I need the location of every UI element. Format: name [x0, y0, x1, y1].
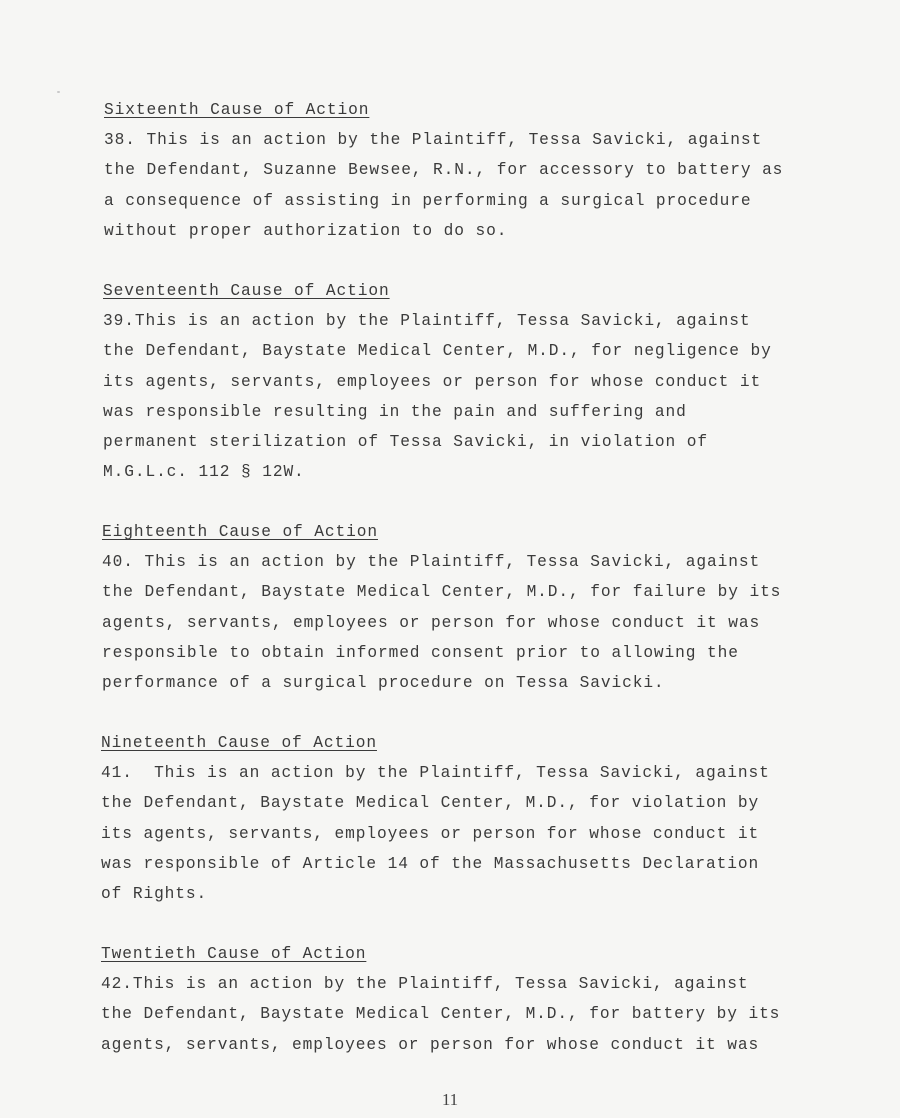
paragraph-line: a consequence of assisting in performing a surgical procedure — [104, 191, 752, 210]
section-paragraph — [101, 969, 801, 1060]
section-heading: Sixteenth Cause of Action — [104, 101, 370, 119]
paragraph-line: agents, servants, employees or person for whose conduct it was — [102, 613, 761, 632]
paragraph-line: 40. This is an action by the Plaintiff, Tessa Savicki, against — [102, 553, 761, 572]
paragraph-line: the Defendant, Baystate Medical Center, M.D., for violation by — [101, 794, 760, 813]
paragraph-line: M.G.L.c. 112 § 12W. — [103, 463, 305, 482]
section-heading: Eighteenth Cause of Action — [102, 523, 378, 541]
scan-speck — [57, 91, 60, 93]
section-eighteenth-cause — [102, 517, 802, 698]
section-twentieth-cause — [101, 939, 801, 1060]
paragraph-line: the Defendant, Baystate Medical Center, M.D., for battery by its — [101, 1005, 781, 1024]
section-heading: Twentieth Cause of Action — [101, 945, 367, 963]
section-nineteenth-cause — [101, 728, 801, 909]
paragraph-line: performance of a surgical procedure on Tessa Savicki. — [102, 674, 665, 693]
section-paragraph — [103, 306, 803, 487]
paragraph-line: its agents, servants, employees or person for whose conduct it — [103, 372, 762, 391]
paragraph-line: agents, servants, employees or person for whose conduct it was — [101, 1035, 760, 1054]
paragraph-line: the Defendant, Baystate Medical Center, M.D., for negligence by — [103, 342, 772, 361]
section-paragraph — [102, 547, 802, 698]
paragraph-line: responsible to obtain informed consent prior to allowing the — [102, 643, 739, 662]
paragraph-line: without proper authorization to do so. — [104, 221, 508, 240]
section-sixteenth-cause — [104, 95, 804, 246]
paragraph-line: the Defendant, Baystate Medical Center, M.D., for failure by its — [102, 583, 782, 602]
section-paragraph — [101, 758, 801, 909]
section-seventeenth-cause — [103, 276, 803, 487]
paragraph-line: permanent sterilization of Tessa Savicki, in violation of — [103, 433, 709, 452]
paragraph-line: 42.This is an action by the Plaintiff, Tessa Savicki, against — [101, 975, 749, 994]
paragraph-line: of Rights. — [101, 885, 208, 904]
paragraph-line: 41. This is an action by the Plaintiff, Tessa Savicki, against — [101, 764, 770, 783]
paragraph-line: was responsible of Article 14 of the Massachusetts Declaration — [101, 854, 760, 873]
page-number: 11 — [441, 1090, 459, 1109]
section-heading: Nineteenth Cause of Action — [101, 734, 377, 752]
paragraph-line: was responsible resulting in the pain and suffering and — [103, 402, 687, 421]
section-paragraph — [104, 125, 804, 246]
paragraph-line: 38. This is an action by the Plaintiff, Tessa Savicki, against — [104, 131, 763, 150]
section-heading: Seventeenth Cause of Action — [103, 282, 390, 300]
paragraph-line: its agents, servants, employees or person for whose conduct it — [101, 824, 760, 843]
paragraph-line: the Defendant, Suzanne Bewsee, R.N., for accessory to battery as — [104, 161, 784, 180]
paragraph-line: 39.This is an action by the Plaintiff, Tessa Savicki, against — [103, 312, 751, 331]
